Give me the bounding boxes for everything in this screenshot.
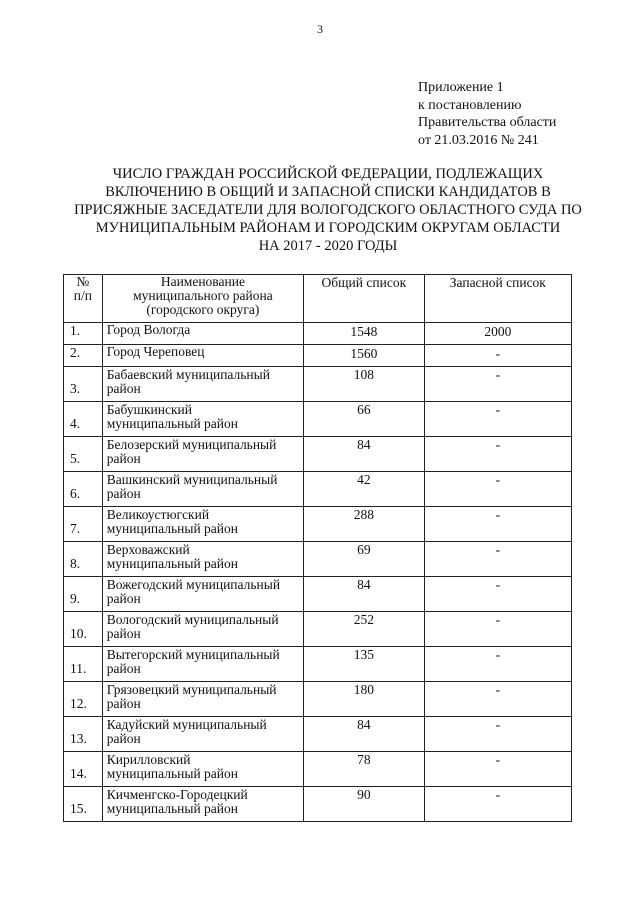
row-general-count: 66 <box>304 402 425 437</box>
annex-line: к постановлению <box>418 97 522 113</box>
row-name-line: Вожегодский муниципальный <box>106 577 281 592</box>
header-number <box>64 275 103 323</box>
title-line: МУНИЦИПАЛЬНЫМ РАЙОНАМ И ГОРОДСКИМ ОКРУГАМ ОБЛАСТИ <box>95 220 561 236</box>
table-row <box>64 577 572 612</box>
row-number: 3. <box>64 367 103 402</box>
document-title <box>60 165 596 255</box>
row-name <box>102 472 303 507</box>
row-number: 10. <box>64 612 103 647</box>
row-name <box>102 542 303 577</box>
row-number: 7. <box>64 507 103 542</box>
row-name-line: Вашкинский муниципальный <box>106 472 278 487</box>
row-number: 13. <box>64 717 103 752</box>
row-number: 2. <box>64 345 103 367</box>
row-reserve-count: - <box>424 345 571 367</box>
header-reserve-list: Запасной список <box>424 275 571 323</box>
row-reserve-count: - <box>424 542 571 577</box>
row-name <box>102 507 303 542</box>
row-reserve-count: - <box>424 437 571 472</box>
row-name-line: Город Череповец <box>106 344 205 359</box>
table-row <box>64 367 572 402</box>
row-name-line: Верховажский <box>106 542 190 557</box>
header-name <box>102 275 303 323</box>
row-number: 1. <box>64 323 103 345</box>
table-row <box>64 402 572 437</box>
row-reserve-count: - <box>424 752 571 787</box>
row-general-count: 84 <box>304 437 425 472</box>
row-number: 11. <box>64 647 103 682</box>
table-header-row <box>64 275 572 323</box>
title-line: ВКЛЮЧЕНИЮ В ОБЩИЙ И ЗАПАСНОЙ СПИСКИ КАНДИДАТОВ В <box>105 184 551 200</box>
row-general-count: 135 <box>304 647 425 682</box>
row-general-count: 252 <box>304 612 425 647</box>
row-general-count: 288 <box>304 507 425 542</box>
table-row <box>64 323 572 345</box>
row-general-count: 84 <box>304 717 425 752</box>
row-general-count: 180 <box>304 682 425 717</box>
row-reserve-count: - <box>424 717 571 752</box>
row-number: 15. <box>64 787 103 822</box>
row-general-count: 1548 <box>304 323 425 345</box>
row-name-line: район <box>106 626 141 641</box>
row-general-count: 69 <box>304 542 425 577</box>
row-reserve-count: - <box>424 682 571 717</box>
table-body <box>64 323 572 822</box>
row-reserve-count: - <box>424 577 571 612</box>
table-row <box>64 787 572 822</box>
row-number: 4. <box>64 402 103 437</box>
header-number-line: № <box>76 274 90 289</box>
row-number: 9. <box>64 577 103 612</box>
row-name-line: район <box>106 381 141 396</box>
row-number: 5. <box>64 437 103 472</box>
table-row <box>64 682 572 717</box>
row-name <box>102 345 303 367</box>
table-row <box>64 752 572 787</box>
row-general-count: 1560 <box>304 345 425 367</box>
row-name-line: район <box>106 696 141 711</box>
row-name <box>102 402 303 437</box>
title-line: НА 2017 - 2020 ГОДЫ <box>258 238 398 254</box>
row-name <box>102 647 303 682</box>
row-name-line: Вытегорский муниципальный <box>106 647 280 662</box>
row-general-count: 108 <box>304 367 425 402</box>
table-row <box>64 437 572 472</box>
row-name-line: район <box>106 731 141 746</box>
row-reserve-count: 2000 <box>424 323 571 345</box>
row-reserve-count: - <box>424 647 571 682</box>
header-name-line: муниципального района <box>133 288 273 303</box>
row-name-line: муниципальный район <box>106 766 238 781</box>
annex-line: от 21.03.2016 № 241 <box>418 132 539 148</box>
row-name-line: Кирилловский <box>106 752 191 767</box>
row-name-line: район <box>106 591 141 606</box>
row-general-count: 42 <box>304 472 425 507</box>
row-name-line: муниципальный район <box>106 521 238 536</box>
row-reserve-count: - <box>424 612 571 647</box>
row-name-line: Белозерский муниципальный <box>106 437 277 452</box>
annex-line: Приложение 1 <box>418 80 504 95</box>
row-name-line: район <box>106 486 141 501</box>
table-row <box>64 542 572 577</box>
row-name <box>102 577 303 612</box>
page-number: 3 <box>317 22 323 36</box>
row-reserve-count: - <box>424 402 571 437</box>
row-number: 6. <box>64 472 103 507</box>
row-name <box>102 787 303 822</box>
row-reserve-count: - <box>424 472 571 507</box>
row-name-line: муниципальный район <box>106 801 238 816</box>
table-row <box>64 472 572 507</box>
row-name <box>102 612 303 647</box>
row-name-line: район <box>106 661 141 676</box>
row-name-line: Вологодский муниципальный <box>106 612 279 627</box>
row-name-line: Грязовецкий муниципальный <box>106 682 277 697</box>
table-row <box>64 717 572 752</box>
row-name-line: Кадуйский муниципальный <box>106 717 267 732</box>
row-number: 12. <box>64 682 103 717</box>
row-name-line: муниципальный район <box>106 416 238 431</box>
jurors-table <box>63 274 572 822</box>
row-number: 8. <box>64 542 103 577</box>
row-reserve-count: - <box>424 787 571 822</box>
row-number: 14. <box>64 752 103 787</box>
header-name-line: (городского округа) <box>146 302 260 317</box>
header-name-line: Наименование <box>160 274 245 289</box>
row-general-count: 84 <box>304 577 425 612</box>
header-general-list: Общий список <box>304 275 425 323</box>
row-name-line: Город Вологда <box>106 322 191 337</box>
annex-line: Правительства области <box>418 115 557 130</box>
annex-block <box>418 79 556 149</box>
header-number-line: п/п <box>73 288 92 303</box>
row-name <box>102 752 303 787</box>
row-name <box>102 717 303 752</box>
row-name <box>102 323 303 345</box>
row-name <box>102 682 303 717</box>
row-name-line: Бабаевский муниципальный <box>106 367 270 382</box>
row-name-line: район <box>106 451 141 466</box>
table-row <box>64 612 572 647</box>
row-name <box>102 367 303 402</box>
title-line: ЧИСЛО ГРАЖДАН РОССИЙСКОЙ ФЕДЕРАЦИИ, ПОДЛЕЖАЩИХ <box>112 166 544 182</box>
row-name <box>102 437 303 472</box>
row-name-line: Великоустюгский <box>106 507 210 522</box>
row-name-line: Бабушкинский <box>106 402 192 417</box>
row-name-line: муниципальный район <box>106 556 238 571</box>
row-reserve-count: - <box>424 507 571 542</box>
table-row <box>64 507 572 542</box>
row-general-count: 78 <box>304 752 425 787</box>
row-name-line: Кичменгско-Городецкий <box>106 787 248 802</box>
table-row <box>64 647 572 682</box>
row-reserve-count: - <box>424 367 571 402</box>
table-row <box>64 345 572 367</box>
row-general-count: 90 <box>304 787 425 822</box>
title-line: ПРИСЯЖНЫЕ ЗАСЕДАТЕЛИ ДЛЯ ВОЛОГОДСКОГО ОБЛАСТНОГО СУДА ПО <box>74 202 582 218</box>
